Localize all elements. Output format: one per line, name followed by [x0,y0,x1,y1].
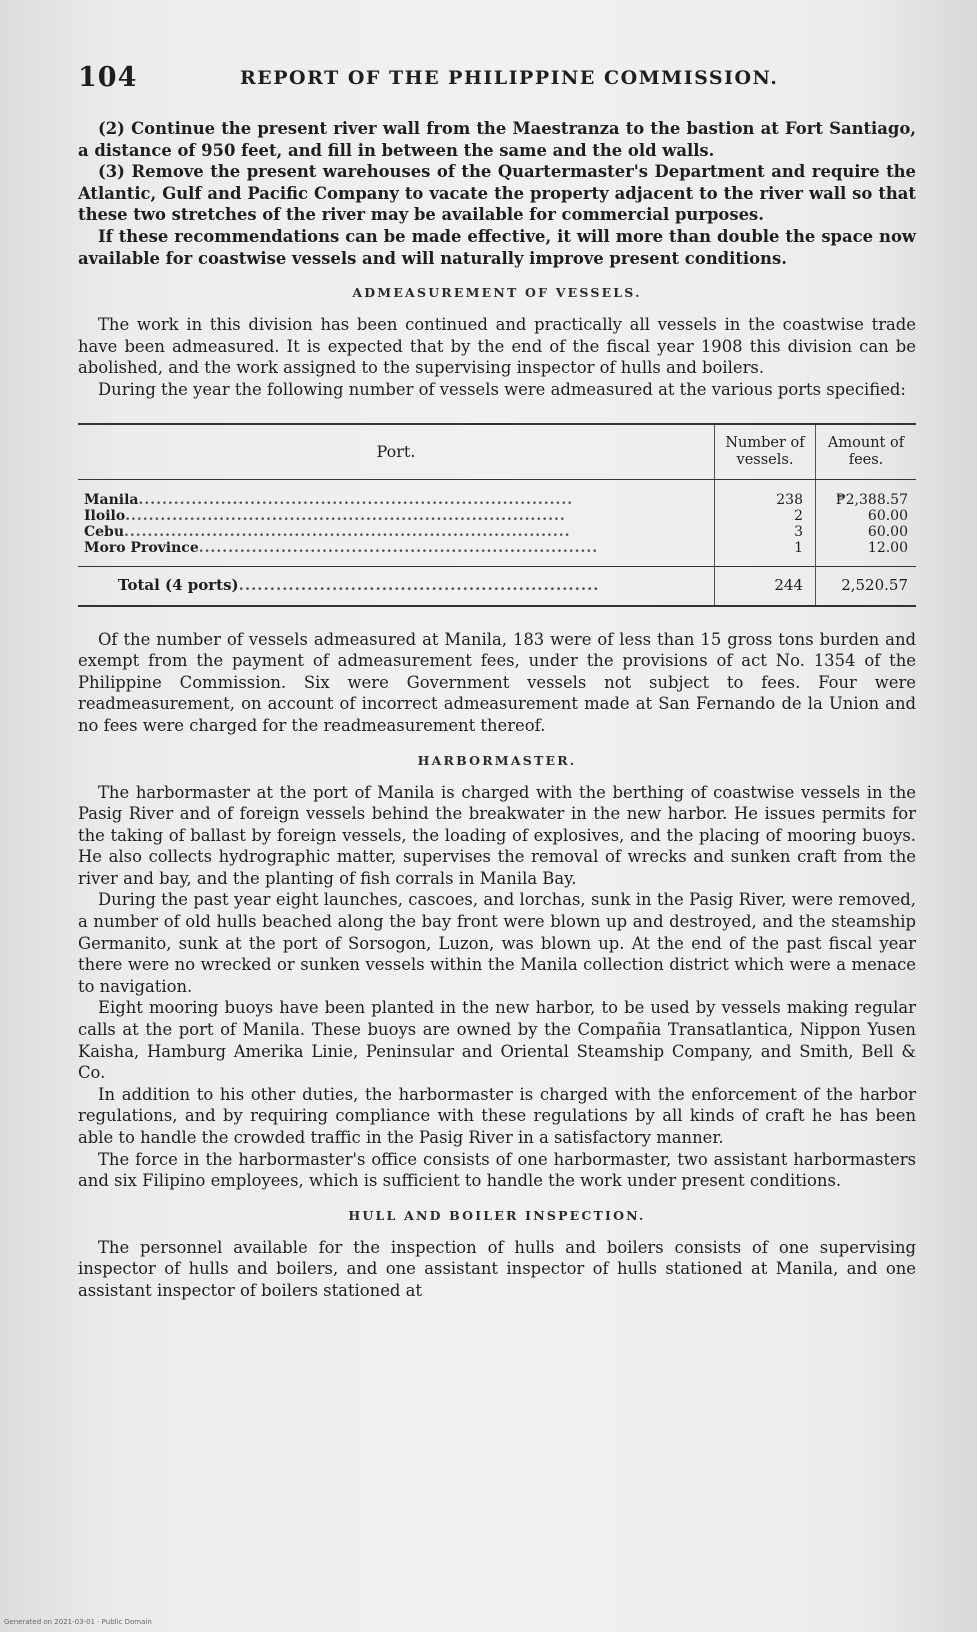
paragraph-admeasurement-work: The work in this division has been continued and practically all vessels in the coastwise trade have been admeasured. It is expected that by the end of the fiscal year 1908 this division can be abolished, and the work assigned to the supervising inspector of hulls and boilers. [78,315,916,378]
paragraph-harbor-regulations: In addition to his other duties, the harbormaster is charged with the enforcement of the harbor regulations, and by requiring compliance with these regulations by all kinds of craft he has been able to handle the crowded traffic in the Pasig River in a satisfactory manner. [78,1084,916,1147]
port-name: Iloilo [84,507,126,524]
total-fee-amount: 2,520.57 [816,566,917,606]
total-label: Total (4 ports) [118,575,239,594]
vessel-count: 238 [715,479,816,508]
table-total-row: Total (4 ports).......................................................... 244 2,520.57 [78,566,916,606]
section-heading-hull-boiler: HULL AND BOILER INSPECTION. [348,1207,646,1223]
paragraph-harbormaster-duties: The harbormaster at the port of Manila is charged with the berthing of coastwise vessels in the Pasig River and of foreign vessels behind the breakwater in the new harbor. He issues permits for the taking of ballast by foreign vessels, the loading of explosives, and the placing of mooring buoys. He also collects hydrographic matter, supervises the removal of wrecks and sunken craft from the river and bay, and the planting of fish corrals in Manila Bay. [78,782,916,888]
page-header [78,62,918,102]
vessel-count: 2 [715,508,816,524]
paragraph-warehouses: (3) Remove the present warehouses of the Quartermaster's Department and require the Atlantic, Gulf and Pacific Company to vacate the property adjacent to the river wall so that these two stretches of the river may be available for commercial purposes. [78,162,916,225]
port-name: Manila [84,491,139,508]
table-row: Cebu............................................................................ 3 60.00 [78,524,916,540]
table-row: Manila.......................................................................... 238 ₱2,388.57 [78,479,916,508]
vessel-count: 3 [715,524,816,540]
page-number: 104 [78,62,138,93]
table-row: Moro Province.................................................................... 1 12.00 [78,540,916,567]
running-title: REPORT OF THE PHILIPPINE COMMISSION. [240,67,779,89]
vessels-admeasured-table [78,423,916,607]
page-content [78,118,916,1302]
vessel-count: 1 [715,540,816,567]
port-name: Cebu [84,523,125,540]
paragraph-office-force: The force in the harbormaster's office consists of one harbormaster, two assistant harbormasters and six Filipino employees, which is sufficient to handle the work under present conditions. [78,1149,916,1191]
table-header-row [78,424,916,480]
section-heading-admeasurement: ADMEASUREMENT OF VESSELS. [352,285,642,301]
paragraph-admeasurement-intro: During the year the following number of vessels were admeasured at the various ports specified: [98,379,906,399]
column-header-vessels: Number of vessels. [715,424,816,480]
column-header-port: Port. [78,424,715,480]
fee-amount: 12.00 [816,540,917,567]
port-name: Moro Province [84,539,199,556]
paragraph-recommendations: If these recommendations can be made effective, it will more than double the space now available for coastwise vessels and will naturally improve present conditions. [78,226,916,268]
section-heading-harbormaster: HARBORMASTER. [417,752,577,768]
scan-footer-stamp: Generated on 2021-03-01 · Public Domain [4,1618,152,1626]
column-header-fees: Amount of fees. [816,424,917,480]
fee-amount: 60.00 [816,508,917,524]
total-vessel-count: 244 [715,566,816,606]
paragraph-manila-admeasurement: Of the number of vessels admeasured at Manila, 183 were of less than 15 gross tons burden and exempt from the payment of admeasurement fees, under the provisions of act No. 1354 of the Philippine Commission. Six were Government vessels not subject to fees. Four were readmeasurement, on account of incorrect admeasurement made at San Fernando de la Union and no fees were charged for the readmeasurement thereof. [78,629,916,735]
paragraph-mooring-buoys: Eight mooring buoys have been planted in the new harbor, to be used by vessels making regular calls at the port of Manila. These buoys are owned by the Compañia Transatlantica, Nippon Yusen Kaisha, Hamburg Amerika Linie, Peninsular and Oriental Steamship Company, and Smith, Bell & Co. [78,998,916,1083]
fee-amount: 60.00 [816,524,917,540]
table-row: Iloilo........................................................................... 2 60.00 [78,508,916,524]
paragraph-wrecks-removed: During the past year eight launches, cascoes, and lorchas, sunk in the Pasig River, were removed, a number of old hulls beached along the bay front were blown up and destroyed, and the steamship Germanito, sunk at the port of Sorsogon, Luzon, was blown up. At the end of the past fiscal year there were no wrecked or sunken vessels within the Manila collection district which were a menace to navigation. [78,890,916,996]
fee-amount: ₱2,388.57 [816,479,917,508]
paragraph-river-wall: (2) Continue the present river wall from the Maestranza to the bastion at Fort Santiago, a distance of 950 feet, and fill in between the same and the old walls. [78,119,916,160]
paragraph-inspection-personnel: The personnel available for the inspection of hulls and boilers consists of one supervising inspector of hulls and boilers, and one assistant inspector of hulls stationed at Manila, and one assistant inspector of boilers stationed at [78,1237,916,1300]
